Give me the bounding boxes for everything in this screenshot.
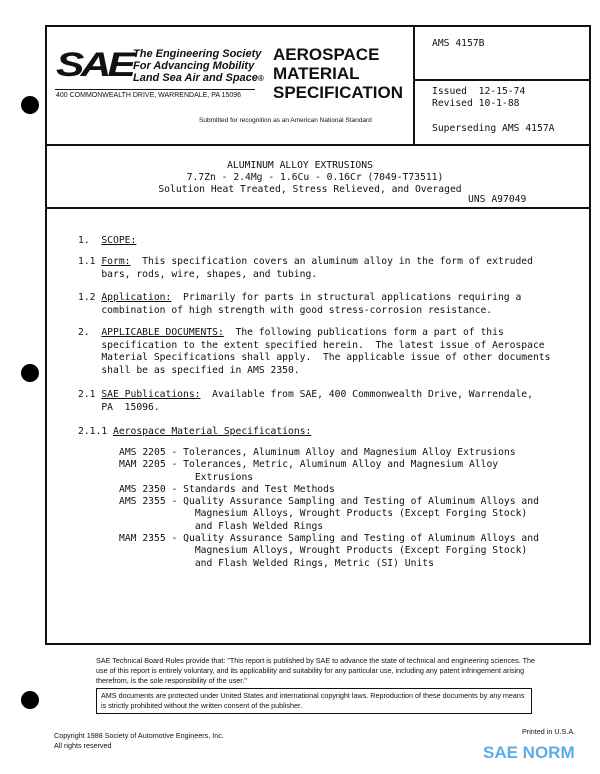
list-item: AMS 2205 - Tolerances, Aluminum Alloy and Magnesium Alloy Extrusions — [119, 447, 516, 458]
section-2-1-1: 2.1.1 Aerospace Material Specifications: — [78, 426, 312, 437]
doc-number: AMS 4157B — [432, 38, 485, 49]
title-line: 7.7Zn - 2.4Mg - 1.6Cu - 0.16Cr (7049-T73511) — [186, 172, 444, 183]
title-line: ALUMINUM ALLOY EXTRUSIONS — [227, 160, 373, 171]
address: 400 COMMONWEALTH DRIVE, WARRENDALE, PA 15096 — [56, 92, 242, 99]
society-tagline: The Engineering Society For Advancing Mobility Land Sea Air and Space® — [133, 48, 264, 84]
list-item: AMS 2355 - Quality Assurance Sampling and Testing of Aluminum Alloys and — [119, 496, 539, 508]
list-item: Magnesium Alloys, Wrought Products (Except Forging Stock) — [119, 508, 528, 520]
section-2: 2. APPLICABLE DOCUMENTS: The following publications form a part of this specification to the extent specified herein. The latest issue of Aerospace Material Specifications shall apply. The applicable issue of other documents shall be as specified in AMS 2350. — [78, 327, 551, 376]
sae-norm-watermark: SAE NORM — [483, 743, 575, 762]
list-item: and Flash Welded Rings, Metric (SI) Units — [119, 557, 434, 569]
divider — [45, 144, 591, 146]
list-item: Extrusions — [119, 471, 254, 483]
punch-hole — [21, 96, 39, 114]
rights: All rights reserved — [54, 741, 112, 750]
list-item: and Flash Welded Rings — [119, 520, 324, 532]
sae-logo: SAE — [56, 46, 133, 84]
punch-hole — [21, 691, 39, 709]
punch-hole — [21, 364, 39, 382]
board-rules: SAE Technical Board Rules provide that: "This report is published by SAE to advance the state of technical and engineering sciences. The use of this report is entirely voluntary, and its applicability and suitability for any particular use, including any patent infringement arising therefrom, is the sole responsibility of the user." — [96, 656, 535, 685]
issued: Issued 12-15-74 — [432, 86, 526, 97]
divider — [45, 207, 591, 209]
divider — [55, 89, 255, 90]
list-item: AMS 2350 - Standards and Test Methods — [119, 483, 335, 495]
copyright-notice: AMS documents are protected under United States and international copyright laws. Reproduction of these documents by any means is strictly prohibited without the written consent of the publisher. — [96, 688, 532, 714]
revised: Revised 10-1-88 — [432, 98, 520, 109]
printed-in: Printed in U.S.A. — [522, 727, 576, 736]
divider — [413, 79, 591, 81]
section-1-2: 1.2 Application: Primarily for parts in structural applications requiring a combination of high strength with good stress-corrosion resistance. — [78, 292, 522, 316]
list-item: MAM 2355 - Quality Assurance Sampling and Testing of Aluminum Alloys and — [119, 533, 539, 545]
section-1: 1. SCOPE: — [78, 235, 137, 246]
copyright: Copyright 1988 Society of Automotive Engineers, Inc. — [54, 731, 224, 740]
title-line: Solution Heat Treated, Stress Relieved, and Overaged — [158, 184, 462, 195]
spec-list — [119, 447, 539, 570]
list-item: Magnesium Alloys, Wrought Products (Except Forging Stock) — [119, 545, 528, 557]
ansi-note: Submitted for recognition as an American National Standard — [199, 117, 372, 124]
uns-number: UNS A97049 — [468, 194, 527, 205]
doc-type: AEROSPACE MATERIAL SPECIFICATION — [273, 45, 404, 102]
divider — [413, 25, 415, 145]
section-1-1: 1.1 Form: This specification covers an aluminum alloy in the form of extruded bars, rods, wire, shapes, and tubing. — [78, 256, 533, 280]
section-2-1: 2.1 SAE Publications: Available from SAE, 400 Commonwealth Drive, Warrendale, PA 15096. — [78, 389, 533, 413]
list-item: MAM 2205 - Tolerances, Metric, Aluminum Alloy and Magnesium Alloy — [119, 459, 499, 471]
superseding: Superseding AMS 4157A — [432, 123, 555, 134]
